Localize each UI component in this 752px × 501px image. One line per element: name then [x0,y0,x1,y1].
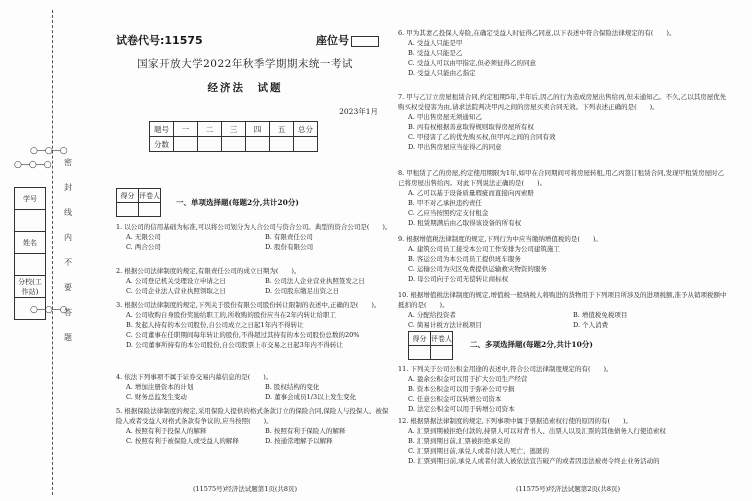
score-cell[interactable] [294,137,318,152]
option[interactable]: C. 公司董事在任职期间每年转让的股份,不得超过其持有的本公司股份总数的20% [126,331,360,339]
score-label: 分数 [150,137,174,152]
exam-code: 试卷代号:11575 [116,34,203,47]
seal-line [52,10,53,495]
question-stem: 8. 甲租赁了乙的房屋,约定使用期限为1年,如甲在合同期间可将房屋转租,用乙丙签订租赁合同,发现甲租赁房屋时乙已将房屋出售给丙。对此下列说法正确的是( )。 [398,169,725,187]
exam-title: 国家开放大学2022年秋季学期期末统一考试 [137,58,353,70]
option[interactable]: C. 乙应当按照约定支付租金 [408,209,489,217]
option[interactable]: C. 财务总监发生变动 [126,393,187,401]
seal-char: 密 [64,158,72,167]
option[interactable]: A. 盈余公积金可以用于扩大公司生产经营 [408,375,528,383]
seal-char: 内 [64,233,72,242]
seat-box[interactable] [351,36,379,47]
option[interactable]: B. 按照有利于保险人的解释 [265,427,346,435]
option[interactable]: D. 甲出售房屋应当征得乙的同意 [408,143,502,151]
option[interactable]: A. 乙可以基于设备质量瑕疵而直接向丙索赔 [408,189,534,197]
question [116,406,394,446]
score-cell[interactable] [174,137,198,152]
right-column [398,0,738,501]
question [398,234,728,284]
question [116,372,394,402]
seal-char: 答 [64,308,72,317]
question [116,266,394,296]
question [398,416,728,466]
question-stem: 9. 根据增值税法律制度的规定,下列行为中应当缴纳增值税的是( )。 [398,235,602,243]
option[interactable]: B. 甲不对乙承担违约责任 [408,199,482,207]
question-stem: 12. 根据票据法律制度的规定,下列事项中属于票据追索权行使的原因的有( )。 [398,417,633,425]
option[interactable]: A. 受益人只能是甲 [408,39,463,47]
student-id-label: 学号 [15,188,46,210]
question-stem: 6. 甲为其妻乙投保人寿险,在确定受益人时征得乙同意,以下表述中符合保险法律规定的有( )。 [398,29,676,37]
seal-char: 封 [64,183,72,192]
option[interactable]: A. 增加注册资本的计划 [126,383,194,391]
seal-char: 不 [64,258,72,267]
score-header: 三 [222,122,246,137]
option[interactable]: C. 简易计税方法计税项目 [408,321,482,329]
option[interactable]: D. 母公司向子公司无偿转让商标权 [408,275,509,283]
score-header: 题号 [150,122,174,137]
option[interactable]: D. 受益人只能由乙指定 [408,69,476,77]
score-cell[interactable] [246,137,270,152]
seal-char: 题 [64,333,72,342]
option[interactable]: D. 股份有限公司 [265,243,314,251]
question [398,364,728,414]
option[interactable]: A. 公司登记机关受理设立申请之日 [126,277,226,285]
option[interactable]: D. 董事会成员1/3以上发生变化 [265,393,357,401]
student-info-table [14,187,46,320]
question-stem: 10. 根据增值税法律制度的规定,增值税一般纳税人将购进的货物用于下列项目所涉及的进项税额,准予从销项税额中抵扣的是( )。 [398,291,727,309]
option[interactable]: B. 发起人持有的本公司股份,自公司成立之日起1年内不得转让 [126,321,304,329]
score-header: 二 [198,122,222,137]
branch-field[interactable] [15,298,46,320]
question-stem: 2. 根据公司法律制度的规定,有限责任公司的成立日期为( )。 [116,267,301,275]
option[interactable]: D. 个人消费 [573,321,609,329]
option[interactable]: A. 分配给投资者 [408,311,456,319]
student-id-field[interactable] [15,210,46,232]
option[interactable]: B. 汇票到期日前,汇票被拒绝承兑的 [408,437,510,445]
score-header: 总分 [294,122,318,137]
binding-margin [0,0,96,501]
option[interactable]: A. 甲出售房屋无须通知乙 [408,113,482,121]
section-title: 二、多项选择题(每题2分,共计10分) [470,340,593,349]
grader-box [116,188,161,217]
option[interactable]: C. 运输公司为灾区免费提供运输救灾物资的服务 [408,265,547,273]
option[interactable]: C. 受益人可以由甲指定,但必须征得乙的同意 [408,59,536,67]
page-footer: (11575号)经济法试题第2页(共8页) [515,485,621,493]
exam-date: 2023年1月 [339,107,378,116]
option[interactable]: C. 按照有利于被保险人或受益人的解释 [126,437,239,445]
option[interactable]: B. 增值税免税项目 [573,311,628,319]
grader-name-cell[interactable] [139,203,161,217]
grader-name-label: 评卷人 [431,332,453,346]
grader-box [408,331,453,360]
grader-score-label: 得分 [117,189,139,203]
question-stem: 7. 甲与乙订立房屋租赁合同,约定租期5年,半年后,因乙的行为造成房屋出售给丙,但未通知乙。不久,乙以其房屋优先购买权受侵害为由,请求法院判决甲丙之间的房屋买卖合同无效。下列表述正确的是( )。 [398,93,727,111]
option[interactable]: D. 法定公积金可以用于转增公司资本 [408,405,515,413]
option[interactable]: C. 甲侵害了乙的优先购买权,但甲丙之间的合同有效 [408,133,556,141]
section-title: 一、单项选择题(每题2分,共计20分) [176,198,299,207]
question-stem: 4. 依法下列事项不属于证券交易内幕信息的是( )。 [116,373,273,381]
score-header: 五 [270,122,294,137]
option[interactable]: D. 租赁期满后由乙取得该设备的所有权 [408,219,522,227]
option[interactable]: B. 受益人只能是乙 [408,49,463,57]
seal-char: 要 [64,283,72,292]
option[interactable]: B. 客运公司为本公司员工提供班车服务 [408,255,521,263]
seal-circles: ○—○—○ [30,305,67,315]
question [398,168,728,228]
grader-score-cell[interactable] [409,346,431,360]
question [398,290,728,330]
option[interactable]: B. 股权结构的变化 [265,383,320,391]
question-stem: 5. 根据保险法律制度的规定,采用保险人提供的格式条款订立的保险合同,保险人与投保人、被保险人或者受益人对格式条款有争议的,应当按照( )。 [116,407,389,425]
option[interactable]: A. 建筑公司员工接受本公司工作安排为公司建筑施工 [408,245,560,253]
subject-title: 经济法 试题 [207,82,283,94]
seal-circles: ○—○—○ [30,146,67,156]
score-cell[interactable] [198,137,222,152]
score-table [149,121,318,152]
question [116,300,394,350]
question-stem: 11. 下列关于公司公积金用途的表述中,符合公司法律制度规定的有( )。 [398,365,613,373]
option[interactable]: D. 公司董事所持有的本公司股份,自公司股票上市交易之日起3年内不得转让 [126,341,343,349]
option[interactable]: C. 公司企业法人营业执照领取之日 [126,287,226,295]
score-header: 一 [174,122,198,137]
grader-score-cell[interactable] [117,203,139,217]
seat-label: 座位号 [316,34,349,47]
option[interactable]: B. 丙有权根据善意取得规则取得房屋所有权 [408,123,534,131]
page-footer: (11575号)经济法试题第1页(共8页) [192,485,298,493]
name-field[interactable] [15,254,46,276]
grader-name-cell[interactable] [431,346,453,360]
seal-circles: ○—○—○ [14,160,51,170]
seat-number [316,32,379,48]
option[interactable]: B. 资本公积金可以用于弥补公司亏损 [408,385,515,393]
question-stem: 1. 以公司的信用基础为标准,可以将公司划分为人合公司与资合公司。典型的资合公司是( )。 [116,223,392,231]
branch-label: 分校(工作站) [15,276,46,298]
score-cell[interactable] [270,137,294,152]
option[interactable]: D. 汇票到期日前,承兑人或者付款人被依法宣告破产的或者因违法被责令终止业务活动的 [408,457,660,465]
grader-name-label: 评卷人 [139,189,161,203]
grader-score-label: 得分 [409,332,431,346]
option[interactable]: A. 汇票到期被拒绝付款的,持票人可以对背书人、出票人以及汇票的其他债务人行使追索权 [408,427,666,435]
option[interactable]: B. 有限责任公司 [265,233,313,241]
left-column [100,0,390,501]
option[interactable]: A. 按照有利于投保人的解释 [126,427,207,435]
score-cell[interactable] [222,137,246,152]
question [116,222,394,252]
option[interactable]: A. 公司收购自身股份奖励给职工的,所收购的股份应当在2年内转让给职工 [126,311,337,319]
option[interactable]: D. 公司股东缴足出资之日 [265,287,340,295]
question [398,92,728,152]
name-label: 姓名 [15,232,46,254]
option[interactable]: C. 任意公积金可以转增公司资本 [408,395,502,403]
score-header: 四 [246,122,270,137]
question [398,28,728,78]
seal-char: 线 [64,208,72,217]
option[interactable]: A. 无限公司 [126,233,161,241]
option[interactable]: C. 两合公司 [126,243,161,251]
option[interactable]: B. 公司法人企业营业执照签发之日 [265,277,365,285]
option[interactable]: D. 按通常理解予以解释 [265,437,333,445]
question-stem: 3. 根据公司法律制度的规定,下列关于股份有限公司股份转让限制的表述中,正确的是( )。 [116,301,381,309]
option[interactable]: C. 汇票到期日前,承兑人或者付款人死亡、逃匿的 [408,447,549,455]
